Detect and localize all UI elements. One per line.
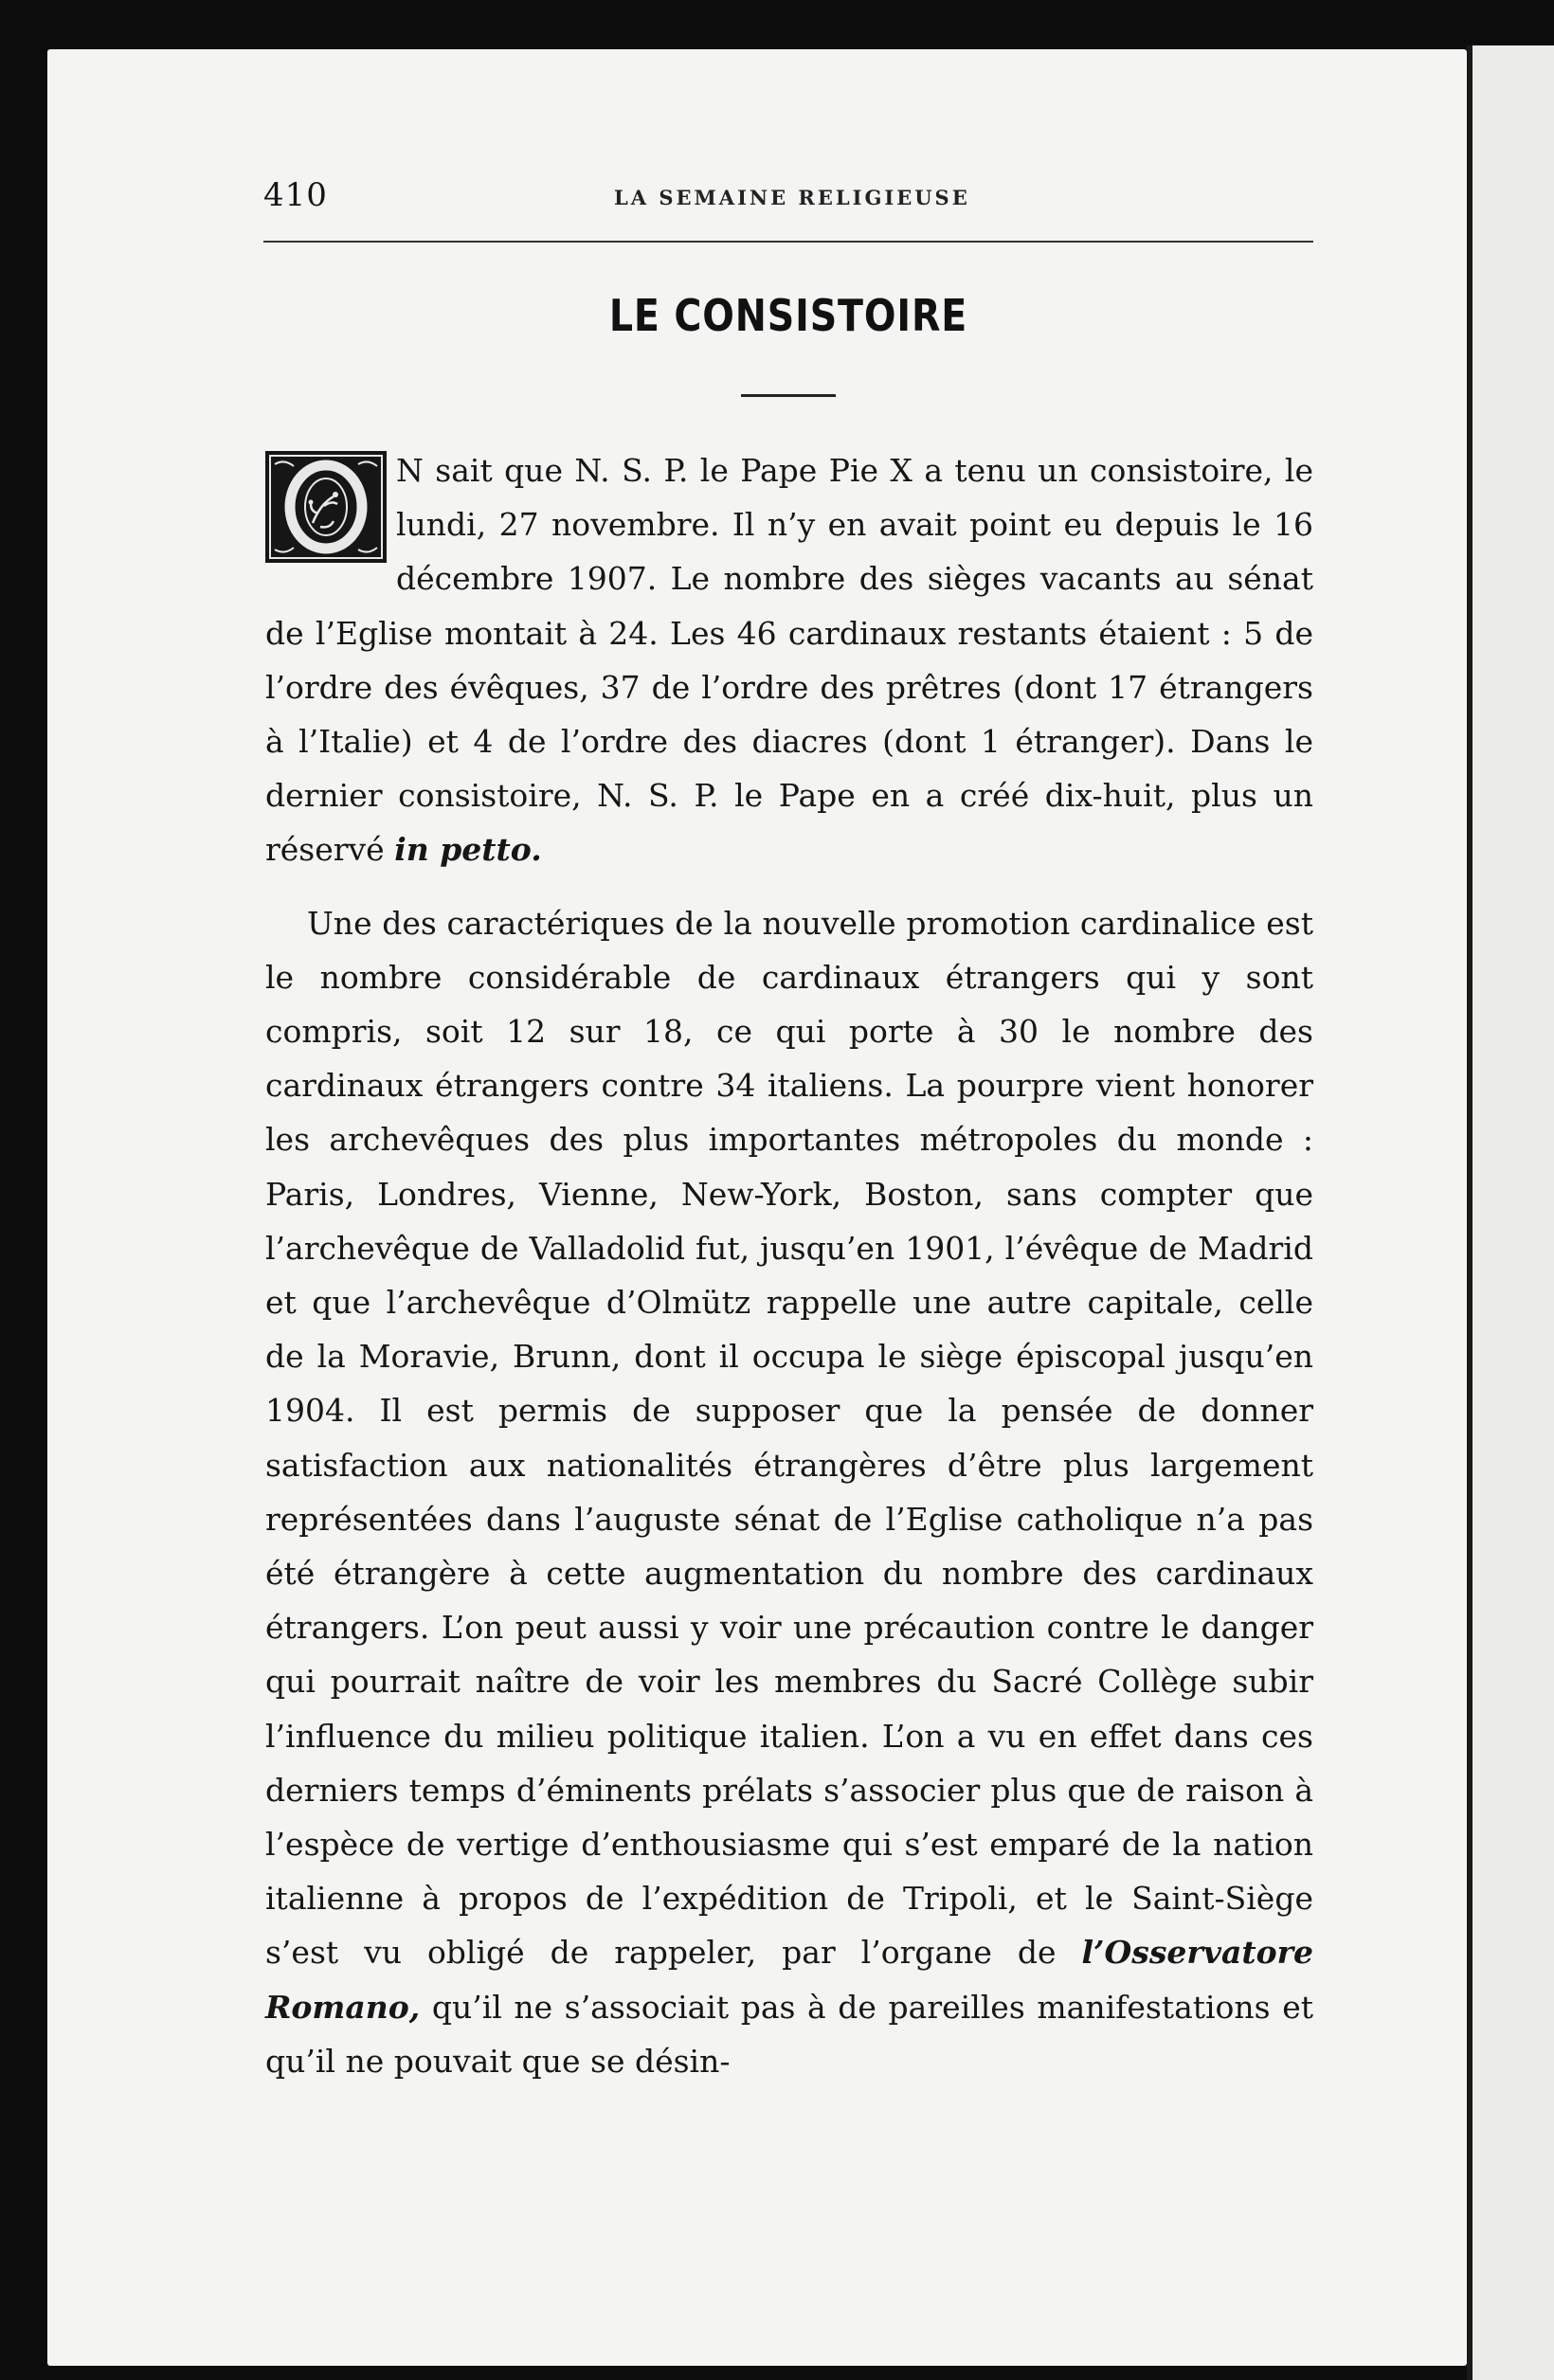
dropcap-ornament <box>265 451 390 563</box>
article-title: LE CONSISTOIRE <box>608 290 968 341</box>
paragraph-1-text: N sait que N. S. P. le Pape Pie X a tenu un consistoire, le lundi, 27 novembre. Il n’y en avait point eu depuis le 16 décembre 1907. Le nombre des sièges vacants au sénat de l’Eglise montait à 24. Les 46 cardinaux restants étaient : 5 de l’ordre des évêques, 37 de l’ordre des prêtres (dont 17 étrangers à l’Italie) et 4 de l’ordre des diacres (dont 1 étranger). Dans le dernier consistoire, N. S. P. le Pape en a créé dix-huit, plus un réservé <box>265 452 1313 869</box>
running-title: LA SEMAINE RELIGIEUSE <box>614 186 970 209</box>
next-page-edge <box>1467 45 1554 2380</box>
paragraph-2-italic: l’Osservatore Romano, <box>265 1934 1313 2026</box>
paragraph-1-italic: in petto. <box>394 831 542 869</box>
paragraph-2 <box>265 896 1313 2088</box>
page-header <box>263 176 1313 224</box>
article-body <box>265 443 1313 2088</box>
title-rule <box>741 394 836 397</box>
header-rule <box>263 241 1313 243</box>
paragraph-2-text-b: qu’il ne s’associait pas à de pareilles manifestations et qu’il ne pouvait que se désin- <box>265 1988 1313 2080</box>
dropcap-o-icon <box>265 451 387 563</box>
paragraph-1 <box>265 443 1313 877</box>
page-number: 410 <box>263 176 328 214</box>
paragraph-2-text-a: Une des caractériques de la nouvelle promotion cardinalice est le nombre considérable de cardinaux étrangers qui y sont compris, soit 12 sur 18, ce qui porte à 30 le nombre des cardinaux étrangers contre 34 italiens. La pourpre vient honorer les archevêques des plus importantes métropoles du monde : Paris, Londres, Vienne, New-York, Boston, sans compter que l’archevêque de Valladolid fut, jusqu’en 1901, l’évêque de Madrid et que l’archevêque d’Olmütz rappelle une autre capitale, celle de la Moravie, Brunn, dont il occupa le siège épiscopal jusqu’en 1904. Il est permis de supposer que la pensée de donner satisfaction aux nationalités étrangères d’être plus largement représentées dans l’auguste sénat de l’Eglise catholique n’a pas été étrangère à cette augmentation du nombre des cardinaux étrangers. L’on peut aussi y voir une précaution contre le danger qui pourrait naître de voir les membres du Sacré Collège subir l’influence du milieu politique italien. L’on a vu en effet dans ces derniers temps d’éminents prélats s’associer plus que de raison à l’espèce de vertige d’enthousiasme qui s’est emparé de la nation italienne à propos de l’expédition de Tripoli, et le Saint-Siège s’est vu obligé de rappeler, par l’organe de <box>265 904 1313 1972</box>
